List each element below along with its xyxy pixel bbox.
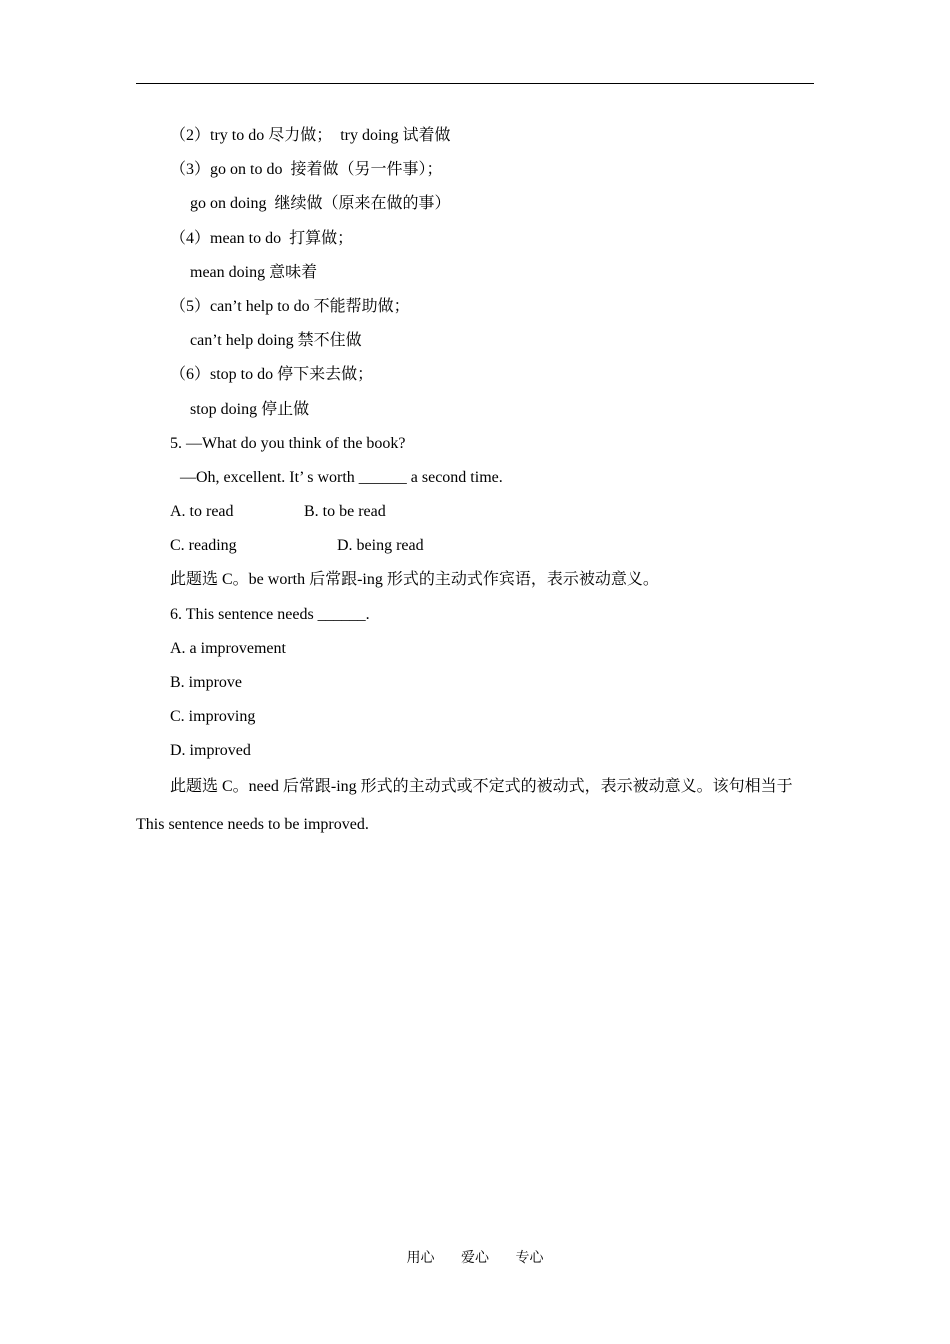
q6-option-d: D. improved — [170, 742, 251, 760]
phrase-go-on-doing: go on doing 继续做（原来在做的事） — [190, 195, 451, 213]
phrase-stop-doing: stop doing 停止做 — [190, 400, 310, 418]
q6-option-b: B. improve — [170, 674, 242, 691]
q5-options-cd — [136, 532, 816, 566]
footer-item: 爱心 — [461, 1250, 489, 1266]
q5-option-b: B. to be read — [304, 503, 386, 521]
q5-options-ab — [136, 498, 816, 532]
q5-option-a: A. to read — [170, 503, 234, 521]
q5-question: 5. —What do you think of the book? — [170, 434, 406, 452]
q6-question: 6. This sentence needs ______. — [170, 605, 370, 623]
phrase-mean-doing: mean doing 意味着 — [190, 263, 318, 281]
q6-option-c: C. improving — [170, 708, 256, 726]
phrase-cant-help-to-do: （5）can’t help to do 不能帮助做； — [170, 297, 410, 315]
phrase-stop-to-do: （6）stop to do 停下来去做； — [170, 366, 374, 384]
q5-reply: —Oh, excellent. It’ s worth ______ a second time. — [180, 468, 503, 486]
q6-answer: 此题选 C。need 后常跟-ing 形式的主动式或不定式的被动式，表示被动意义。该句相当于 This sentence needs to be improved. — [136, 777, 793, 833]
phrase-try: （2）try to do 尽力做； try doing 试着做 — [170, 127, 451, 144]
q5-option-d: D. being read — [337, 537, 424, 555]
phrase-mean-to-do: （4）mean to do 打算做； — [170, 229, 354, 247]
footer-item: 专心 — [515, 1250, 544, 1266]
document-body — [136, 122, 816, 844]
q6-option-a: A. a improvement — [170, 639, 286, 657]
phrase-go-on-to-do: （3）go on to do 接着做（另一件事）； — [170, 161, 443, 179]
q5-answer: 此题选 C。be worth 后常跟-ing 形式的主动式作宾语，表示被动意义。 — [170, 571, 659, 589]
q5-option-c: C. reading — [170, 537, 237, 555]
footer-item: 用心 — [406, 1250, 435, 1266]
header-rule — [136, 83, 814, 84]
page-footer — [0, 1247, 950, 1267]
phrase-cant-help-doing: can’t help doing 禁不住做 — [190, 332, 362, 350]
